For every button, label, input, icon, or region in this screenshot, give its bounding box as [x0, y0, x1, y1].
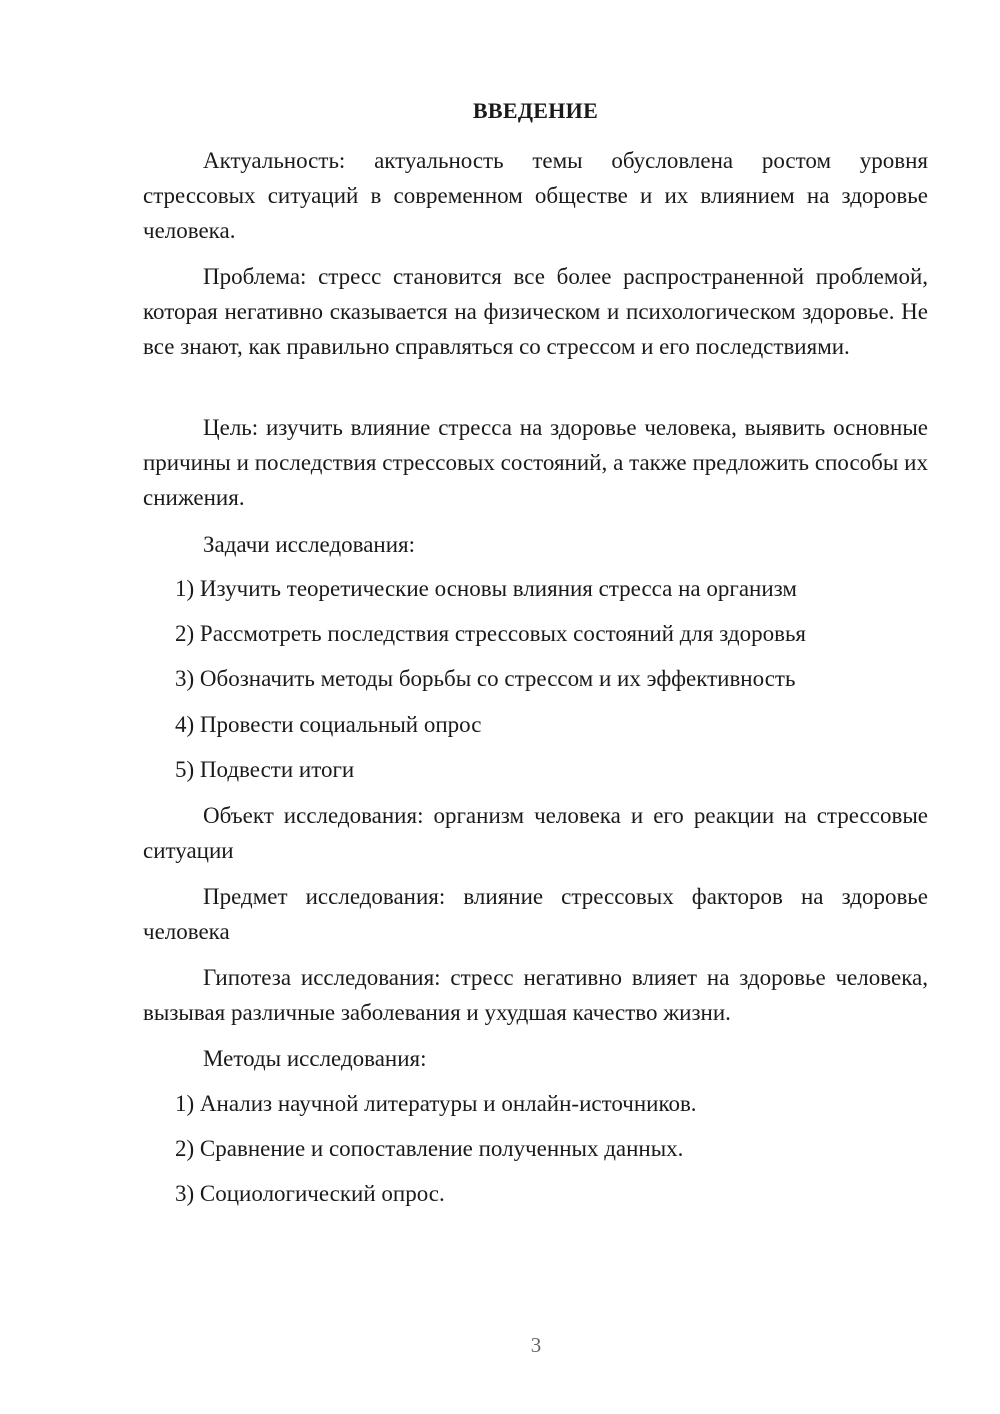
goal-paragraph: Цель: изучить влияние стресса на здоровье человека, выявить основные причины и последствия стрессовых состояний, а также предложить способы их снижения.: [143, 415, 928, 510]
task-item: 2) Рассмотреть последствия стрессовых состояний для здоровья: [175, 621, 807, 646]
methods-title: Методы исследования:: [203, 1046, 427, 1071]
object-paragraph: Объект исследования: организм человека и его реакции на стрессовые ситуации: [143, 803, 928, 863]
tasks-title: Задачи исследования:: [203, 532, 416, 557]
relevance-paragraph: Актуальность: актуальность темы обусловлена ростом уровня стрессовых ситуаций в современном обществе и их влиянием на здоровье человека.: [143, 148, 928, 243]
subject-paragraph: Предмет исследования: влияние стрессовых факторов на здоровье человека: [143, 884, 928, 944]
hypothesis-paragraph: Гипотеза исследования: стресс негативно влияет на здоровье человека, вызывая различные заболевания и ухудшая качество жизни.: [143, 965, 928, 1025]
task-item: 1) Изучить теоретические основы влияния стресса на организм: [175, 576, 797, 601]
task-item: 5) Подвести итоги: [175, 757, 355, 782]
method-item: 1) Анализ научной литературы и онлайн-источников.: [175, 1091, 697, 1116]
method-item: 3) Социологический опрос.: [175, 1181, 445, 1206]
method-item: 2) Сравнение и сопоставление полученных данных.: [175, 1136, 684, 1161]
section-heading: ВВЕДЕНИЕ: [472, 98, 599, 123]
task-item: 3) Обозначить методы борьбы со стрессом и их эффективность: [175, 666, 796, 691]
page-number: 3: [530, 1333, 542, 1357]
task-item: 4) Провести социальный опрос: [175, 712, 482, 737]
problem-paragraph: Проблема: стресс становится все более распространенной проблемой, которая негативно сказывается на физическом и психологическом здоровье. Не все знают, как правильно справляться со стрессом и его последствиями.: [143, 264, 928, 359]
